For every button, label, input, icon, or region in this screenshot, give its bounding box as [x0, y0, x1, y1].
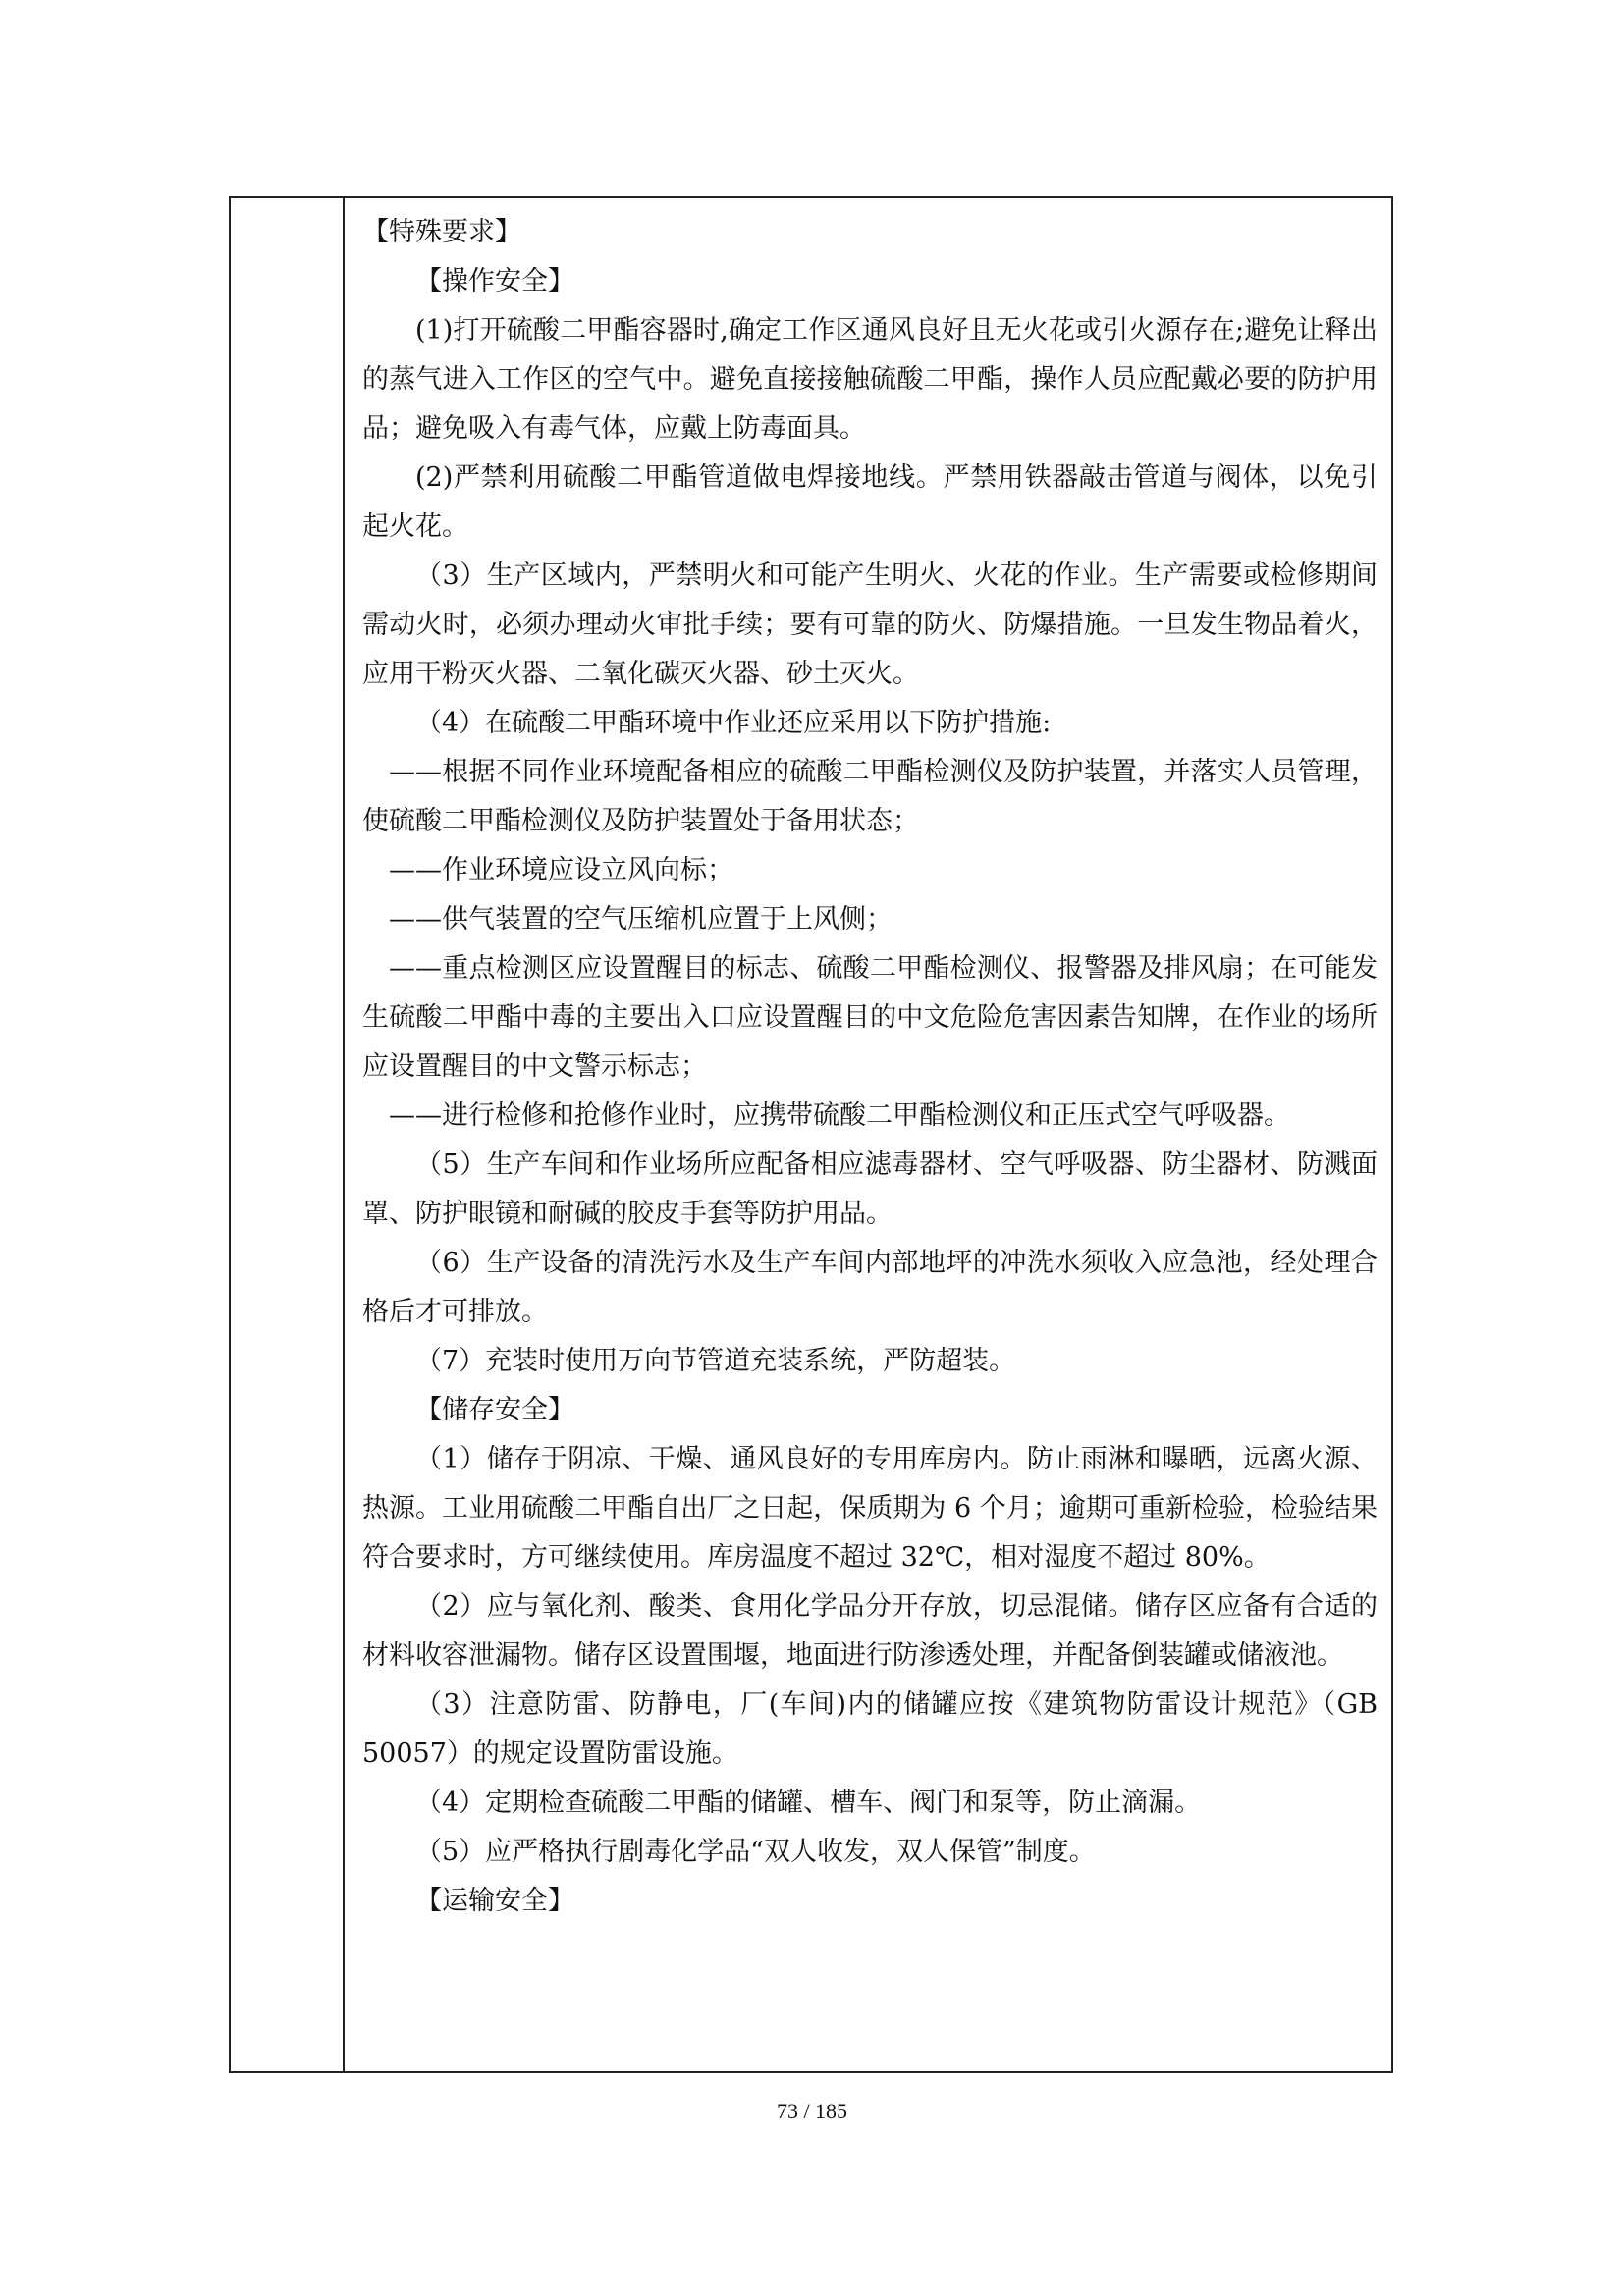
page-number: 73 / 185: [776, 2099, 848, 2123]
column-divider: [343, 198, 345, 2071]
dash-item-1: ——根据不同作业环境配备相应的硫酸二甲酯检测仪及防护装置，并落实人员管理，使硫酸二甲酯检测仪及防护装置处于备用状态；: [362, 757, 1378, 836]
storage-safety-heading: 【储存安全】: [415, 1395, 574, 1425]
operation-item-5: （5）生产车间和作业场所应配备相应滤毒器材、空气呼吸器、防尘器材、防溅面罩、防护眼镜和耐碱的胶皮手套等防护用品。: [362, 1149, 1378, 1229]
storage-item-3: （3）注意防雷、防静电，厂(车间)内的储罐应按《建筑物防雷设计规范》（GB 50057）的规定设置防雷设施。: [362, 1689, 1378, 1769]
special-requirements-heading: 【特殊要求】: [362, 217, 521, 247]
storage-item-2: （2）应与氧化剂、酸类、食用化学品分开存放，切忌混储。储存区应备有合适的材料收容泄漏物。储存区设置围堰，地面进行防渗透处理，并配备倒装罐或储液池。: [362, 1591, 1378, 1671]
document-table: [229, 196, 1393, 2073]
operation-item-7: （7）充装时使用万向节管道充装系统，严防超装。: [415, 1346, 1016, 1376]
operation-item-2: (2)严禁利用硫酸二甲酯管道做电焊接地线。严禁用铁器敲击管道与阀体，以免引起火花。: [362, 462, 1378, 542]
dash-item-2: ——作业环境应设立风向标；: [389, 855, 733, 885]
operation-safety-heading: 【操作安全】: [415, 266, 574, 296]
table-content-cell: [362, 208, 1378, 1926]
storage-item-4: （4）定期检查硫酸二甲酯的储罐、槽车、阀门和泵等，防止滴漏。: [415, 1788, 1202, 1818]
storage-item-5: （5）应严格执行剧毒化学品“双人收发，双人保管”制度。: [415, 1837, 1096, 1867]
storage-item-1: （1）储存于阴凉、干燥、通风良好的专用库房内。防止雨淋和曝晒，远离火源、热源。工业用硫酸二甲酯自出厂之日起，保质期为 6 个月；逾期可重新检验，检验结果符合要求时，方可继续使用。库房温度不超过 32℃，相对湿度不超过 80%。: [362, 1444, 1378, 1573]
operation-item-4: （4）在硫酸二甲酯环境中作业还应采用以下防护措施:: [415, 708, 1052, 738]
transport-safety-heading: 【运输安全】: [415, 1886, 574, 1916]
dash-item-3: ——供气装置的空气压缩机应置于上风侧；: [389, 904, 893, 934]
operation-item-3: （3）生产区域内，严禁明火和可能产生明火、火花的作业。生产需要或检修期间需动火时，必须办理动火审批手续；要有可靠的防火、防爆措施。一旦发生物品着火，应用干粉灭火器、二氧化碳灭火器、砂土灭火。: [362, 561, 1378, 689]
dash-item-4: ——重点检测区应设置醒目的标志、硫酸二甲酯检测仪、报警器及排风扇；在可能发生硫酸二甲酯中毒的主要出入口应设置醒目的中文危险危害因素告知牌，在作业的场所应设置醒目的中文警示标志；: [362, 953, 1378, 1082]
dash-item-5: ——进行检修和抢修作业时，应携带硫酸二甲酯检测仪和正压式空气呼吸器。: [389, 1100, 1290, 1131]
operation-item-6: （6）生产设备的清洗污水及生产车间内部地坪的冲洗水须收入应急池，经处理合格后才可排放。: [362, 1248, 1378, 1327]
operation-item-1: (1)打开硫酸二甲酯容器时,确定工作区通风良好且无火花或引火源存在;避免让释出的蒸气进入工作区的空气中。避免直接接触硫酸二甲酯，操作人员应配戴必要的防护用品；避免吸入有毒气体，应戴上防毒面具。: [362, 315, 1378, 444]
